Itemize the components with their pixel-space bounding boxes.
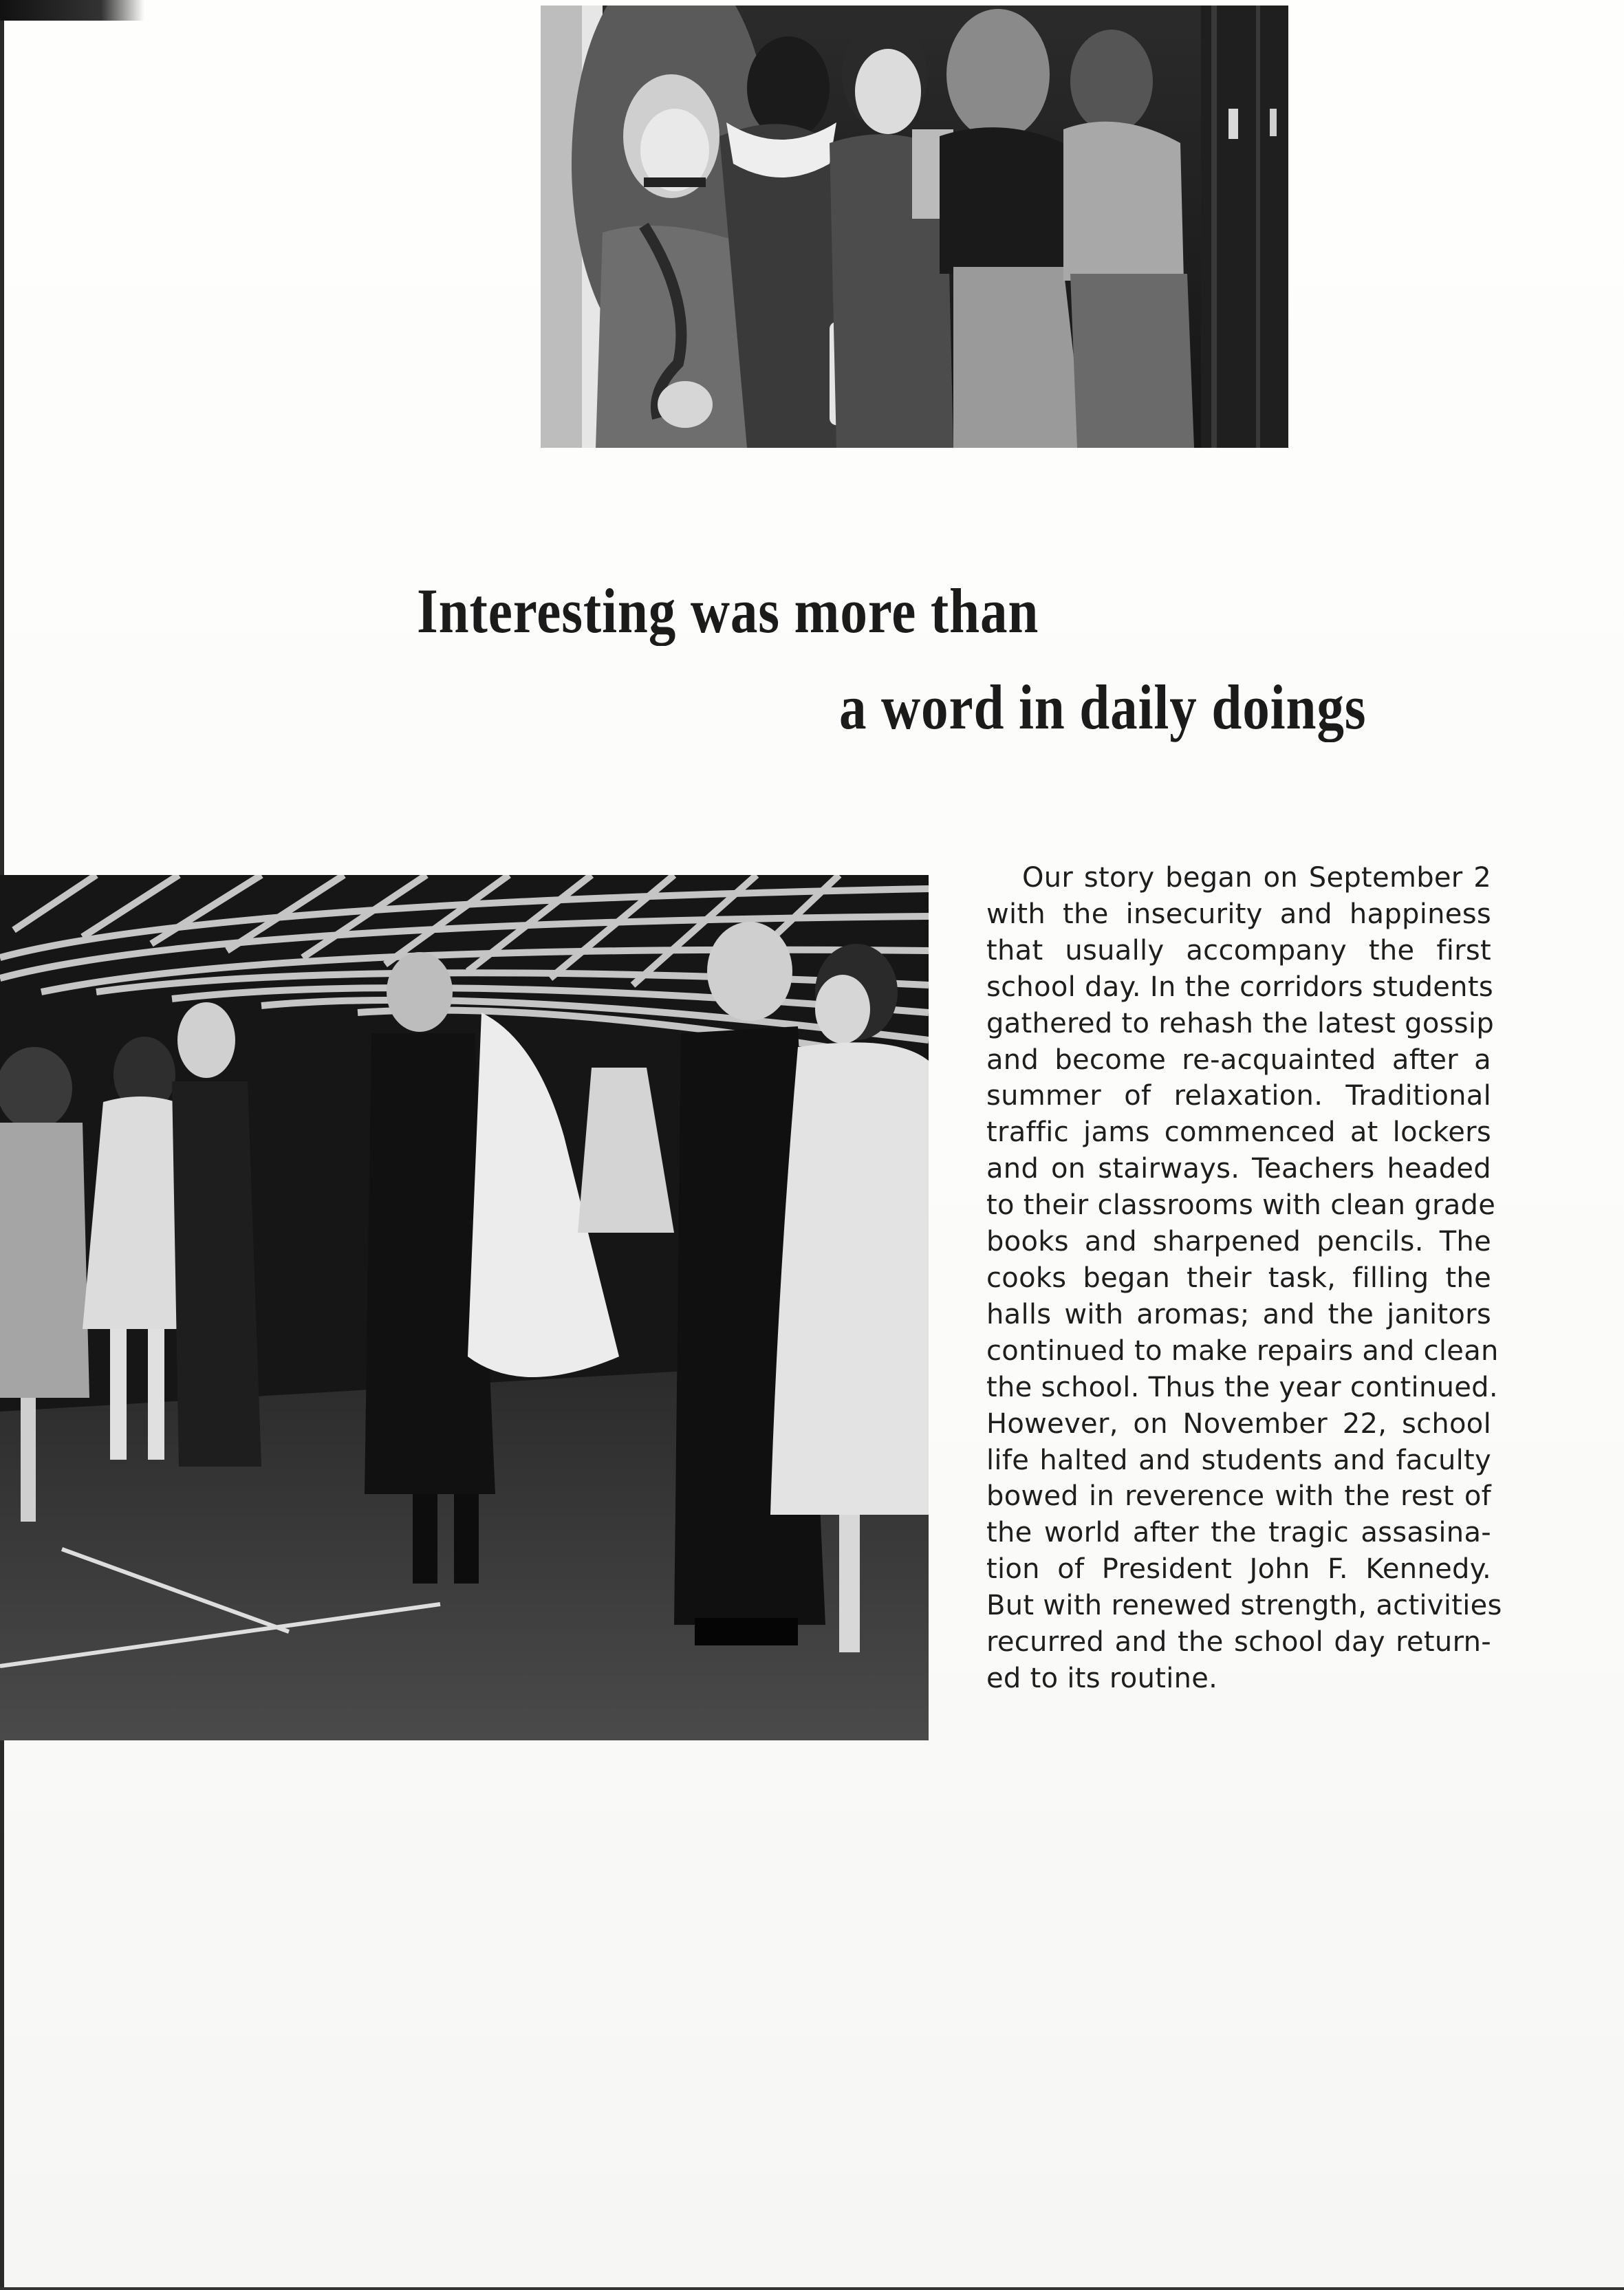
- body-line: recurred and the school day return-: [986, 1626, 1491, 1659]
- body-line: Our story began on September 2: [1022, 862, 1491, 894]
- body-line: school day. In the corridors students: [986, 971, 1493, 1003]
- body-line: bowed in reverence with the rest of: [986, 1480, 1491, 1513]
- body-line: the school. Thus the year continued.: [986, 1371, 1498, 1403]
- body-line: traffic jams commenced at lockers: [986, 1116, 1491, 1149]
- body-line: ed to its routine.: [986, 1662, 1218, 1694]
- body-line: books and sharpened pencils. The: [986, 1226, 1491, 1258]
- body-line: life halted and students and faculty: [986, 1444, 1491, 1476]
- body-line: and become re-acquainted after a: [986, 1044, 1491, 1076]
- page-bottom-edge: [0, 2287, 1624, 2290]
- page-corner-shadow: [0, 0, 144, 21]
- body-line: But with renewed strength, activities: [986, 1590, 1502, 1622]
- body-line: to their classrooms with clean grade: [986, 1189, 1496, 1222]
- body-line: that usually accompany the first: [986, 934, 1491, 966]
- body-line: continued to make repairs and clean: [986, 1335, 1499, 1367]
- body-line: halls with aromas; and the janitors: [986, 1298, 1491, 1330]
- body-line: and on stairways. Teachers headed: [986, 1153, 1491, 1185]
- body-line: However, on November 22, school: [986, 1407, 1491, 1440]
- headline-line-2: a word in daily doings: [839, 672, 1367, 742]
- photo-students-at-lockers: [541, 6, 1288, 448]
- body-line: with the insecurity and happiness: [986, 898, 1491, 930]
- body-line: summer of relaxation. Traditional: [986, 1080, 1491, 1112]
- headline-line-1: Interesting was more than: [417, 576, 1039, 646]
- body-line: the world after the tragic assasina-: [986, 1517, 1491, 1549]
- photo-school-dance: [0, 875, 929, 1740]
- body-line: tion of President John F. Kennedy.: [986, 1553, 1491, 1586]
- body-line: cooks began their task, filling the: [986, 1262, 1491, 1294]
- body-line: gathered to rehash the latest gossip: [986, 1007, 1495, 1039]
- body-text: [986, 860, 1502, 1697]
